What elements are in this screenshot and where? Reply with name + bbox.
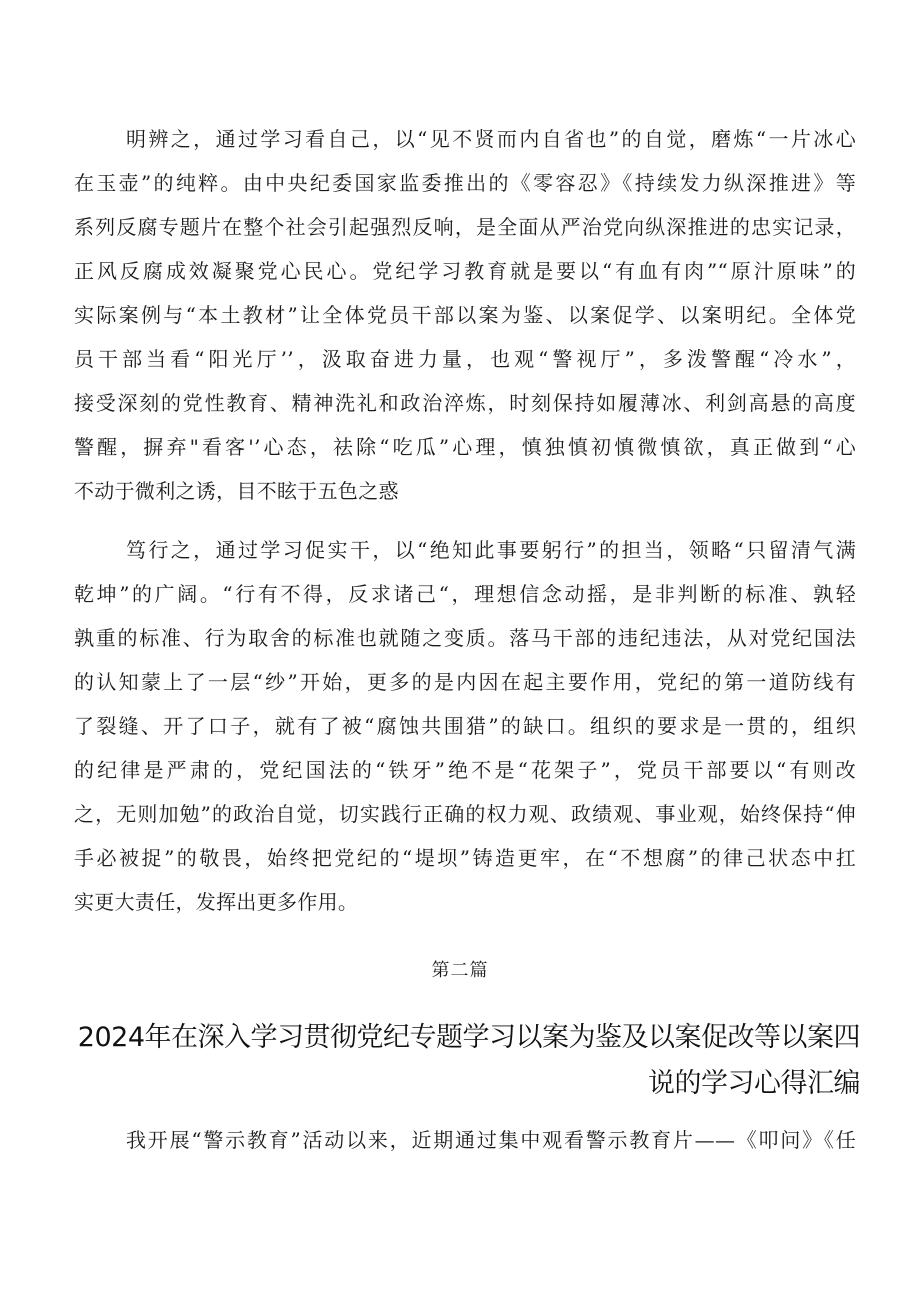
text-line: 不动于微利之诱，目不眩于五色之惑 [74, 479, 399, 503]
text-line: 孰重的标准、行为取舍的标准也就随之变质。落马干部的违纪违法，从对党纪国法 [74, 626, 856, 650]
text-line: 警醒，摒弃"看客'’心态，祛除“吃瓜”心理，慎独慎初慎微慎欲，真正做到“心 [74, 435, 856, 459]
text-line: 之，无则加勉”的政治自觉，切实践行正确的权力观、政绩观、事业观，始终保持“伸 [74, 802, 856, 826]
text-line: 乾坤”的广阔。“行有不得，反求诸己“，理想信念动摇，是非判断的标准、孰轻 [74, 582, 856, 606]
text-line: 的认知蒙上了一层“纱”开始，更多的是内因在起主要作用，党纪的第一道防线有 [74, 670, 856, 694]
text-line: 的纪律是严肃的，党纪国法的“铁牙”绝不是“花架子”，党员干部要以“有则改 [74, 758, 856, 782]
text-line: 在玉壶”的纯粹。由中央纪委国家监委推出的《零容忍》《持续发力纵深推进》等 [74, 171, 856, 195]
text-line: 明辨之，通过学习看自己，以“见不贤而内自省也”的自觉，磨炼“一片冰心 [126, 127, 856, 151]
text-line: 正风反腐成效凝聚党心民心。党纪学习教育就是要以“有血有肉”“原汁原味”的 [74, 259, 856, 283]
text-line: 我开展“警示教育”活动以来，近期通过集中观看警示教育片——《叩问》《任 [126, 1128, 856, 1152]
title-line-1: 2024年在深入学习贯彻党纪专题学习以案为鉴及以案促改等以案四 [77, 1022, 860, 1053]
text-line: 实际案例与“本土教材”让全体党员干部以案为鉴、以案促学、以案明纪。全体党 [74, 303, 856, 327]
text-line: 了裂缝、开了口子，就有了被“腐蚀共围猎”的缺口。组织的要求是一贯的，组织 [74, 714, 856, 738]
text-line: 实更大责任，发挥出更多作用。 [74, 890, 359, 914]
text-line: 手必被捉”的敬畏，始终把党纪的“堤坝”铸造更牢，在“不想腐”的律己状态中扛 [74, 846, 856, 870]
text-line: 员干部当看“阳光厅’’，汲取奋进力量，也观“警视厅”，多泼警醒“冷水”， [74, 347, 856, 371]
section-label: 第二篇 [431, 960, 489, 981]
text-line: 接受深刻的党性教育、精神洗礼和政治淬炼，时刻保持如履薄冰、利剑高悬的高度 [74, 391, 856, 415]
title-line-2: 说的学习心得汇编 [648, 1068, 860, 1099]
text-line: 笃行之，通过学习促实干，以“绝知此事要躬行”的担当，领略“只留清气满 [126, 538, 856, 562]
text-line: 系列反腐专题片在整个社会引起强烈反响，是全面从严治党向纵深推进的忠实记录， [74, 215, 856, 239]
